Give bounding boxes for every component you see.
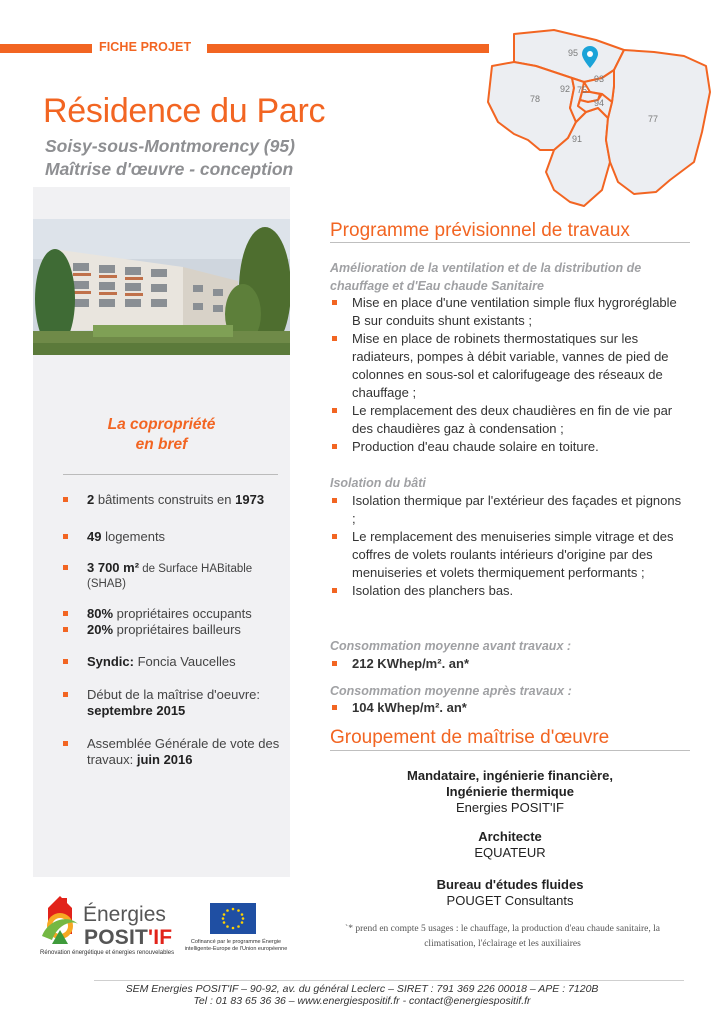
program-heading-rule (330, 242, 690, 243)
bullet-icon (332, 300, 337, 305)
bullet-icon (63, 659, 68, 664)
conso-after-value: 104 kWhep/m². an* (330, 699, 682, 717)
dept-label-94: 94 (594, 98, 605, 108)
group-heading: Groupement de maîtrise d'œuvre (330, 727, 610, 748)
bullet-icon (332, 498, 337, 503)
bullet-icon (63, 741, 68, 746)
bullet-icon (63, 565, 68, 570)
logo-energies-text: Énergies (83, 903, 166, 926)
copro-facts (63, 492, 283, 768)
list-item: Mise en place de robinets thermostatiques sur les radiateurs, pompes à débit variable, vannes de pied de colonnes en sous-sol et calorifugeage des réseaux de chauffage ; (330, 330, 682, 402)
dept-label-92: 92 (560, 84, 571, 94)
bullet-icon (332, 661, 337, 666)
logo-positif-text: POSIT'IF (84, 926, 173, 949)
dept-label-93: 93 (594, 74, 605, 84)
logo-tagline: Rénovation énergétique et énergies renouvelables (40, 950, 175, 956)
fact-assembly: Assemblée Générale de vote des travaux: juin 2016 (63, 736, 283, 768)
dept-78-shape (488, 62, 576, 150)
isolation-title: Isolation du bâti (330, 476, 426, 490)
bullet-icon (332, 705, 337, 710)
footer-contact: Tel : 01 83 65 36 36 – www.energiespositif.fr - contact@energiespositif.fr (193, 995, 531, 1007)
ventilation-list (330, 294, 682, 456)
list-item: Mise en place d'une ventilation simple flux hygroréglable B sur conduits shunt existants ; (330, 294, 682, 330)
ventilation-title: Amélioration de la ventilation et de la distribution de chauffage et d'Eau chaude Sanitaire (330, 261, 642, 293)
dept-label-95: 95 (568, 48, 579, 58)
page-title: Résidence du Parc (43, 92, 326, 130)
group-heading-rule (330, 750, 690, 751)
footer-rule (94, 980, 684, 981)
bullet-icon (332, 444, 337, 449)
bullet-icon (332, 534, 337, 539)
conso-before-value: 212 KWhep/m². an* (330, 655, 682, 673)
header-bar-right (207, 44, 489, 53)
fact-buildings: 2 bâtiments construits en 1973 (63, 492, 283, 508)
building-photo (33, 219, 290, 355)
role-bureau-etudes: Bureau d'études fluides POUGET Consultants (436, 877, 584, 908)
conso-after-label: Consommation moyenne après travaux : (330, 684, 572, 698)
bullet-icon (332, 336, 337, 341)
dept-label-78: 78 (530, 94, 541, 104)
copro-heading: La copropriété en bref (107, 416, 216, 453)
list-item: Le remplacement des menuiseries simple vitrage et des coffres de volets roulants intérieurs d'origine par des menuiseries et volets thermiquement performants ; (330, 528, 682, 582)
ile-de-france-map (484, 22, 716, 218)
conso-after (330, 699, 682, 717)
eu-flag-icon (210, 903, 256, 934)
fact-dwellings: 49 logements (63, 529, 283, 545)
bullet-icon (63, 497, 68, 502)
conso-before (330, 655, 682, 673)
list-item: Isolation des planchers bas. (330, 582, 682, 600)
copro-divider (63, 474, 278, 475)
footer-address: SEM Energies POSIT'IF – 90-92, av. du général Leclerc – SIRET : 791 369 226 00018 – APE : 7120B (125, 983, 599, 995)
fact-start-date: Début de la maîtrise d'oeuvre: septembre 2015 (63, 687, 283, 719)
fact-surface: 3 700 m² de Surface HABitable (SHAB) (63, 560, 283, 592)
location-subtitle: Soisy-sous-Montmorency (95) (45, 136, 295, 156)
bullet-icon (63, 627, 68, 632)
footnote: `* prend en compte 5 usages : le chauffage, la production d'eau chaude sanitaire, la climatisation, l'éclairage et les auxiliaires (345, 924, 660, 949)
isolation-list (330, 492, 682, 600)
list-item: Production d'eau chaude solaire en toiture. (330, 438, 682, 456)
bullet-icon (332, 588, 337, 593)
bullet-icon (63, 692, 68, 697)
fact-syndic: Syndic: Foncia Vaucelles (63, 654, 283, 670)
program-heading: Programme prévisionnel de travaux (330, 220, 630, 241)
fact-owners: 80% propriétaires occupants 20% propriétaires bailleurs (63, 606, 283, 638)
list-item: Le remplacement des deux chaudières en fin de vie par des chaudières gaz à condensation ; (330, 402, 682, 438)
dept-label-75: 75 (577, 85, 588, 95)
bullet-icon (63, 534, 68, 539)
dept-label-77: 77 (648, 114, 659, 124)
dept-label-91: 91 (572, 134, 583, 144)
role-mandataire: Mandataire, ingénierie financière, Ingénierie thermique Energies POSIT'IF (407, 768, 613, 815)
bullet-icon (332, 408, 337, 413)
conso-before-label: Consommation moyenne avant travaux : (330, 639, 572, 653)
role-architecte: Architecte EQUATEUR (474, 829, 546, 860)
eu-cofinance-text: Cofinancé par le programme Énergie intelligente-Europe de l'Union européenne (184, 939, 288, 952)
bullet-icon (63, 611, 68, 616)
mission-subtitle: Maîtrise d'œuvre - conception (45, 159, 294, 179)
fiche-label: FICHE PROJET (99, 40, 192, 54)
list-item: Isolation thermique par l'extérieur des façades et pignons ; (330, 492, 682, 528)
header-bar-left (0, 44, 92, 53)
